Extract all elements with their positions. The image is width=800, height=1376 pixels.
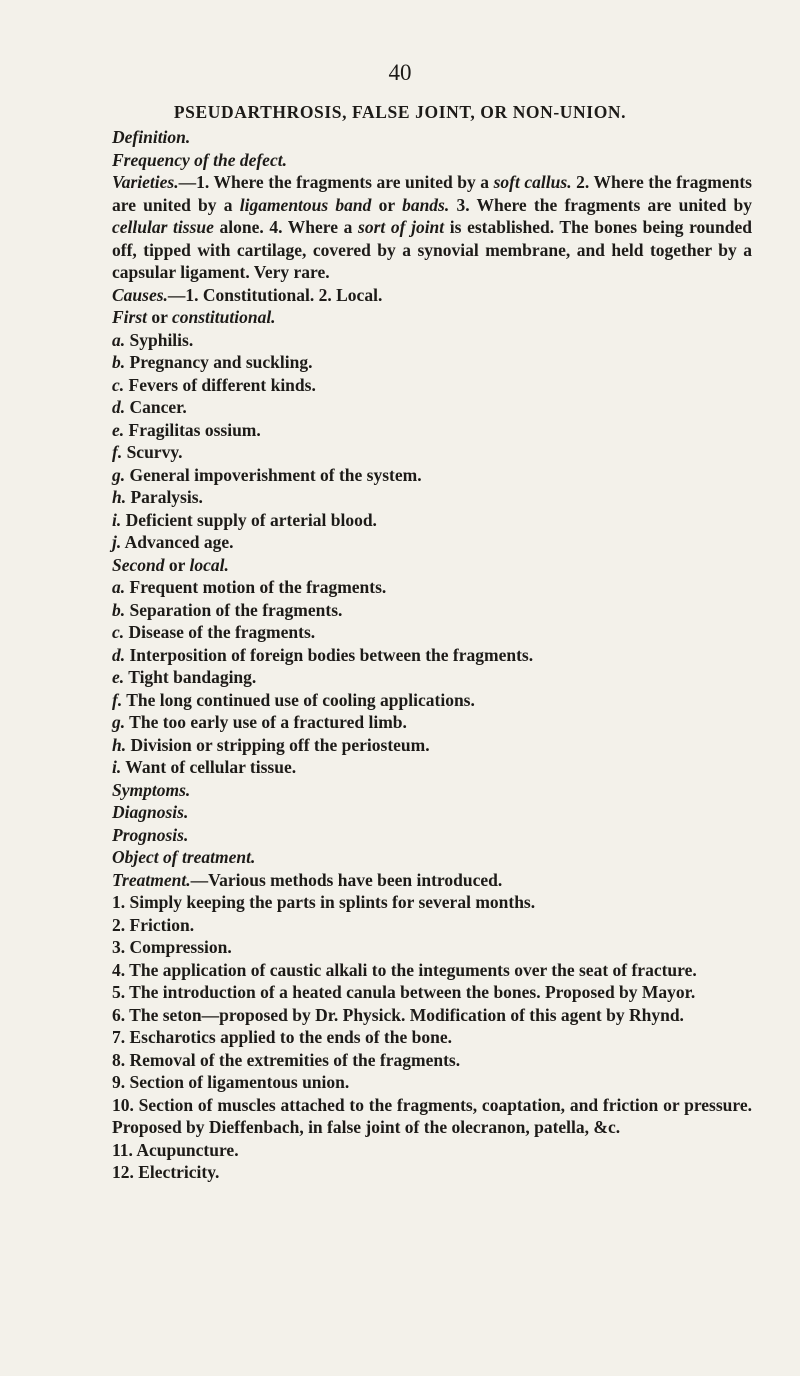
second-heading (112, 554, 752, 577)
second-cause-text: Disease of the fragments. (124, 622, 316, 642)
diagnosis-line (112, 801, 752, 824)
varieties-term-3: bands. (402, 194, 450, 215)
second-cause-text: Want of cellular tissue. (121, 757, 297, 777)
first-cause-item (112, 486, 752, 509)
prognosis-label: Prognosis. (112, 824, 189, 845)
varieties-text-6: is established. The bones being rounded off, tipped with cartilage, covered by a synovial membrane, and held together by a capsular ligament. Very rare. (112, 217, 752, 282)
second-cause-letter: i. (112, 757, 122, 777)
second-cause-letter: h. (112, 734, 127, 755)
second-or: or (164, 554, 190, 575)
treatment-item: 5. The introduction of a heated canula between the bones. Proposed by Mayor. (112, 982, 696, 1002)
first-cause-text: Pregnancy and suckling. (125, 352, 313, 372)
causes-text: —1. Constitutional. 2. Local. (167, 284, 383, 305)
first-constitutional: constitutional. (171, 307, 276, 327)
second-cause-text: The too early use of a fractured limb. (125, 712, 407, 732)
first-cause-text: Paralysis. (126, 487, 203, 507)
first-cause-letter: b. (112, 352, 126, 372)
treatment-list (112, 891, 752, 1184)
first-cause-letter: a. (112, 329, 126, 350)
varieties-text-1: —1. Where the fragments are united by a (178, 172, 494, 192)
second-cause-letter: b. (112, 599, 126, 620)
treatment-item: 8. Removal of the extremities of the fragments. (112, 1049, 461, 1070)
treatment-item: 3. Compression. (112, 937, 232, 957)
treatment-item: 7. Escharotics applied to the ends of the bone. (112, 1027, 452, 1047)
first-heading (112, 306, 752, 329)
first-cause-item (112, 374, 752, 397)
varieties-label: Varieties. (112, 172, 179, 192)
page-number: 40 (388, 60, 412, 85)
treatment-item: 11. Acupuncture. (112, 1139, 239, 1160)
frequency-line (112, 149, 752, 172)
first-causes-list (112, 329, 752, 554)
second-cause-item (112, 711, 752, 734)
object-line (112, 846, 752, 869)
first-cause-text: Cancer. (125, 397, 187, 417)
second-cause-letter: a. (112, 577, 126, 597)
second-cause-item (112, 576, 752, 599)
causes-line (112, 284, 752, 307)
varieties-term-5: sort of joint (358, 217, 445, 237)
treatment-item: 10. Section of muscles attached to the fragments, coaptation, and friction or pressure. Proposed by Dieffenbach, in false joint of the olecranon, patella, &c. (112, 1094, 752, 1137)
second-cause-letter: f. (112, 689, 123, 710)
first-cause-letter: j. (112, 532, 122, 552)
varieties-text-5: alone. 4. Where a (213, 217, 359, 237)
second-cause-item (112, 689, 752, 712)
prognosis-line (112, 824, 752, 847)
treatment-item: 2. Friction. (112, 914, 195, 935)
second-causes-list (112, 576, 752, 779)
first-or: or (147, 307, 172, 327)
first-cause-item (112, 531, 752, 554)
first-cause-letter: i. (112, 509, 122, 530)
first-label: First (112, 307, 148, 327)
second-cause-letter: d. (112, 644, 126, 665)
first-cause-letter: f. (112, 442, 123, 462)
treatment-item: 6. The seton—proposed by Dr. Physick. Modification of this agent by Rhynd. (112, 1004, 684, 1025)
varieties-text-3: or (371, 194, 403, 215)
treatment-line (112, 869, 752, 892)
symptoms-line (112, 779, 752, 802)
second-cause-text: Interposition of foreign bodies between the fragments. (125, 644, 534, 665)
second-cause-letter: e. (112, 667, 125, 687)
first-cause-item (112, 351, 752, 374)
second-cause-letter: c. (112, 622, 125, 642)
first-cause-item (112, 509, 752, 532)
treatment-item: 9. Section of ligamentous union. (112, 1072, 350, 1092)
varieties-text-2: 2. Where the fragments are united by a (112, 172, 752, 215)
first-cause-item (112, 396, 752, 419)
first-cause-letter: e. (112, 419, 125, 440)
first-cause-letter: c. (112, 374, 125, 395)
frequency-label: Frequency of the defect. (112, 149, 287, 170)
second-cause-item (112, 756, 752, 779)
first-cause-letter: g. (112, 464, 126, 485)
second-cause-text: The long continued use of cooling applications. (122, 689, 475, 710)
section-heading: PSEUDARTHROSIS, FALSE JOINT, OR NON-UNION. (173, 102, 627, 122)
first-cause-text: Fevers of different kinds. (124, 374, 316, 395)
page-body (112, 126, 752, 1184)
first-cause-text: General impoverishment of the system. (125, 464, 422, 485)
varieties-paragraph (112, 171, 752, 284)
first-cause-text: Deficient supply of arterial blood. (121, 509, 377, 530)
first-cause-text: Advanced age. (121, 532, 234, 552)
second-cause-text: Frequent motion of the fragments. (125, 577, 387, 597)
treatment-label: Treatment. (112, 869, 191, 890)
second-cause-item (112, 734, 752, 757)
second-local: local. (189, 554, 229, 575)
second-cause-letter: g. (112, 712, 126, 732)
first-cause-text: Syphilis. (125, 329, 194, 350)
second-cause-item (112, 599, 752, 622)
first-cause-item (112, 329, 752, 352)
first-cause-item (112, 464, 752, 487)
second-cause-text: Tight bandaging. (124, 667, 257, 687)
object-label: Object of treatment. (112, 847, 256, 867)
varieties-text-4: 3. Where the fragments are united by (449, 194, 753, 215)
definition-line (112, 126, 752, 149)
second-cause-item (112, 621, 752, 644)
first-cause-letter: d. (112, 397, 126, 417)
varieties-term-1: soft callus. (493, 172, 572, 192)
definition-label: Definition. (112, 127, 191, 147)
treatment-item: 4. The application of caustic alkali to the integuments over the seat of fracture. (112, 959, 697, 980)
causes-label: Causes. (112, 284, 168, 305)
diagnosis-label: Diagnosis. (112, 802, 189, 822)
treatment-text: —Various methods have been introduced. (190, 869, 503, 890)
first-cause-text: Scurvy. (122, 442, 183, 462)
first-cause-text: Fragilitas ossium. (124, 419, 261, 440)
first-cause-item (112, 441, 752, 464)
varieties-term-2: ligamentous band (239, 194, 372, 215)
second-cause-text: Separation of the fragments. (125, 599, 343, 620)
varieties-term-4: cellular tissue (112, 217, 214, 237)
second-cause-item (112, 644, 752, 667)
second-cause-text: Division or stripping off the periosteum. (126, 734, 430, 755)
symptoms-label: Symptoms. (112, 779, 191, 800)
second-label: Second (112, 554, 165, 575)
first-cause-item (112, 419, 752, 442)
treatment-item: 1. Simply keeping the parts in splints for several months. (112, 892, 536, 912)
first-cause-letter: h. (112, 487, 127, 507)
second-cause-item (112, 666, 752, 689)
treatment-item: 12. Electricity. (112, 1162, 220, 1182)
